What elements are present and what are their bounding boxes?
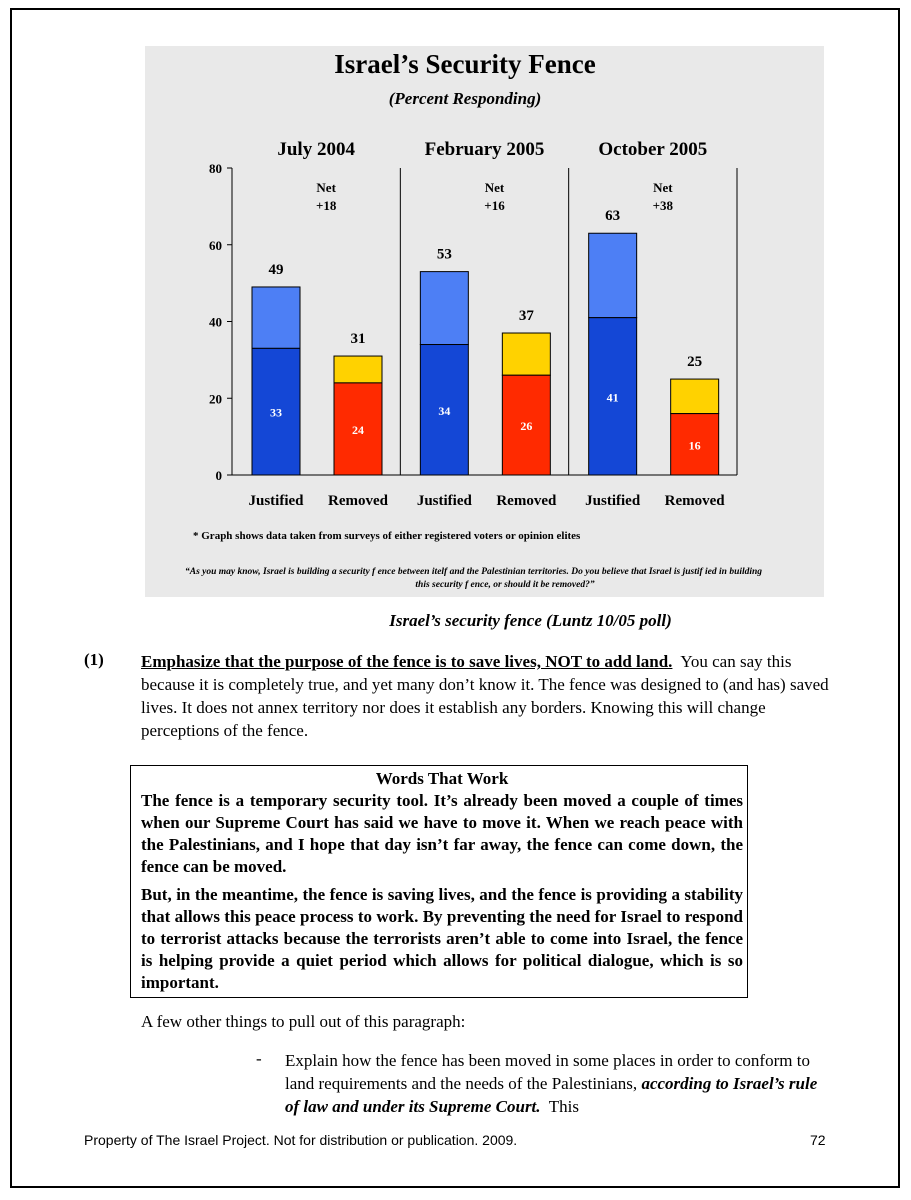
chart-footnote: * Graph shows data taken from surveys of either registered voters or opinion elites	[193, 530, 581, 542]
y-tick-label: 0	[215, 468, 222, 483]
security-fence-chart	[145, 46, 824, 597]
panel-period-label: October 2005	[598, 139, 708, 160]
x-category-label: Removed	[328, 493, 388, 509]
x-category-label: Removed	[664, 493, 725, 509]
net-value: +18	[315, 198, 337, 213]
bar-strong-label: 16	[688, 438, 701, 453]
bar-total-label: 63	[605, 208, 621, 225]
words-that-work-paragraph-1: The fence is a temporary security tool. It’s already been moved a couple of times when our Supreme Court has said we have to move it. When we reach peace with the Palestinians, and I hope that day isn’t far away, the fence can come down, the fence can be moved.	[141, 791, 743, 876]
y-tick-label: 60	[209, 237, 222, 253]
bar-segment-other	[589, 233, 637, 317]
x-category-label: Justified	[248, 493, 304, 509]
net-value: +16	[484, 198, 505, 213]
bar-strong-label: 34	[438, 403, 451, 418]
bar-total-label: 49	[268, 261, 284, 278]
words-that-work-paragraph-2: But, in the meantime, the fence is saving lives, and the fence is providing a stability that allows this peace process to work. By preventing the need for Israel to respond to terrorist attacks because the terrorists aren’t able to come into Israel, the fence is helping provide a quiet period which allows for political dialogue, which is so important.	[141, 885, 743, 992]
bar-segment-other	[334, 356, 382, 383]
bar-segment-other	[502, 333, 550, 375]
survey-question-line-2: this security f ence, or should it be removed?”	[415, 580, 595, 590]
bar-segment-other	[252, 287, 300, 348]
bar-strong-label: 24	[352, 422, 364, 437]
footer-text: Property of The Israel Project. Not for distribution or publication. 2009.	[84, 1132, 518, 1148]
bar-segment-other	[671, 379, 719, 414]
y-tick-label: 80	[209, 161, 222, 176]
net-label: Net	[484, 180, 505, 195]
bullet-body: Explain how the fence has been moved in some places in order to conform to land requirements and the needs of the Palestinians,	[285, 1051, 810, 1093]
bar-total-label: 37	[518, 308, 534, 325]
x-category-label: Removed	[496, 493, 557, 509]
page-number: 72	[810, 1132, 826, 1148]
chart-title: Israel’s Security Fence	[334, 49, 596, 79]
bar-strong-label: 26	[520, 419, 533, 434]
chart-subtitle: (Percent Responding)	[388, 89, 542, 108]
survey-question-line-1: “As you may know, Israel is building a security f ence between itelf and the Palestinian territories. Do you believe that Israel is justif ied in building	[185, 567, 763, 577]
item-paragraph	[141, 650, 829, 742]
words-that-work-box	[130, 765, 748, 998]
chart-panel	[145, 46, 824, 597]
net-value: +38	[652, 198, 674, 213]
net-label: Net	[653, 180, 673, 195]
chart-caption: Israel’s security fence (Luntz 10/05 poll)	[389, 611, 672, 630]
panel-period-label: February 2005	[424, 139, 545, 160]
x-category-label: Justified	[416, 493, 472, 509]
item-number: (1)	[84, 650, 104, 669]
item-body-text: You can say this because it is completely true, and yet many don’t know it. The fence was designed to (and has) saved lives. It does not annex territory nor does it establish any borders. Knowing this will change perceptions of the fence.	[141, 652, 829, 740]
bar-total-label: 25	[687, 354, 703, 371]
x-category-label: Justified	[585, 493, 641, 509]
bullet-text	[285, 1049, 830, 1118]
bar-strong-label: 33	[270, 405, 282, 420]
panel-period-label: July 2004	[277, 139, 355, 160]
net-label: Net	[316, 180, 336, 195]
bullet-dash: -	[256, 1049, 262, 1068]
y-tick-label: 40	[209, 314, 222, 330]
bullet-trailing: This	[548, 1097, 579, 1116]
bar-total-label: 31	[350, 331, 366, 348]
after-text: A few other things to pull out of this paragraph:	[141, 1012, 466, 1031]
y-tick-label: 20	[209, 391, 222, 407]
bullet-emphasis: according to Israel’s rule of law and under its Supreme Court.	[285, 1074, 818, 1116]
bar-total-label: 53	[436, 246, 452, 263]
words-that-work-title: Words That Work	[375, 769, 509, 788]
item-heading: Emphasize that the purpose of the fence is to save lives, NOT to add land.	[141, 652, 673, 671]
bar-strong-label: 41	[606, 390, 619, 405]
bar-segment-other	[420, 272, 468, 345]
